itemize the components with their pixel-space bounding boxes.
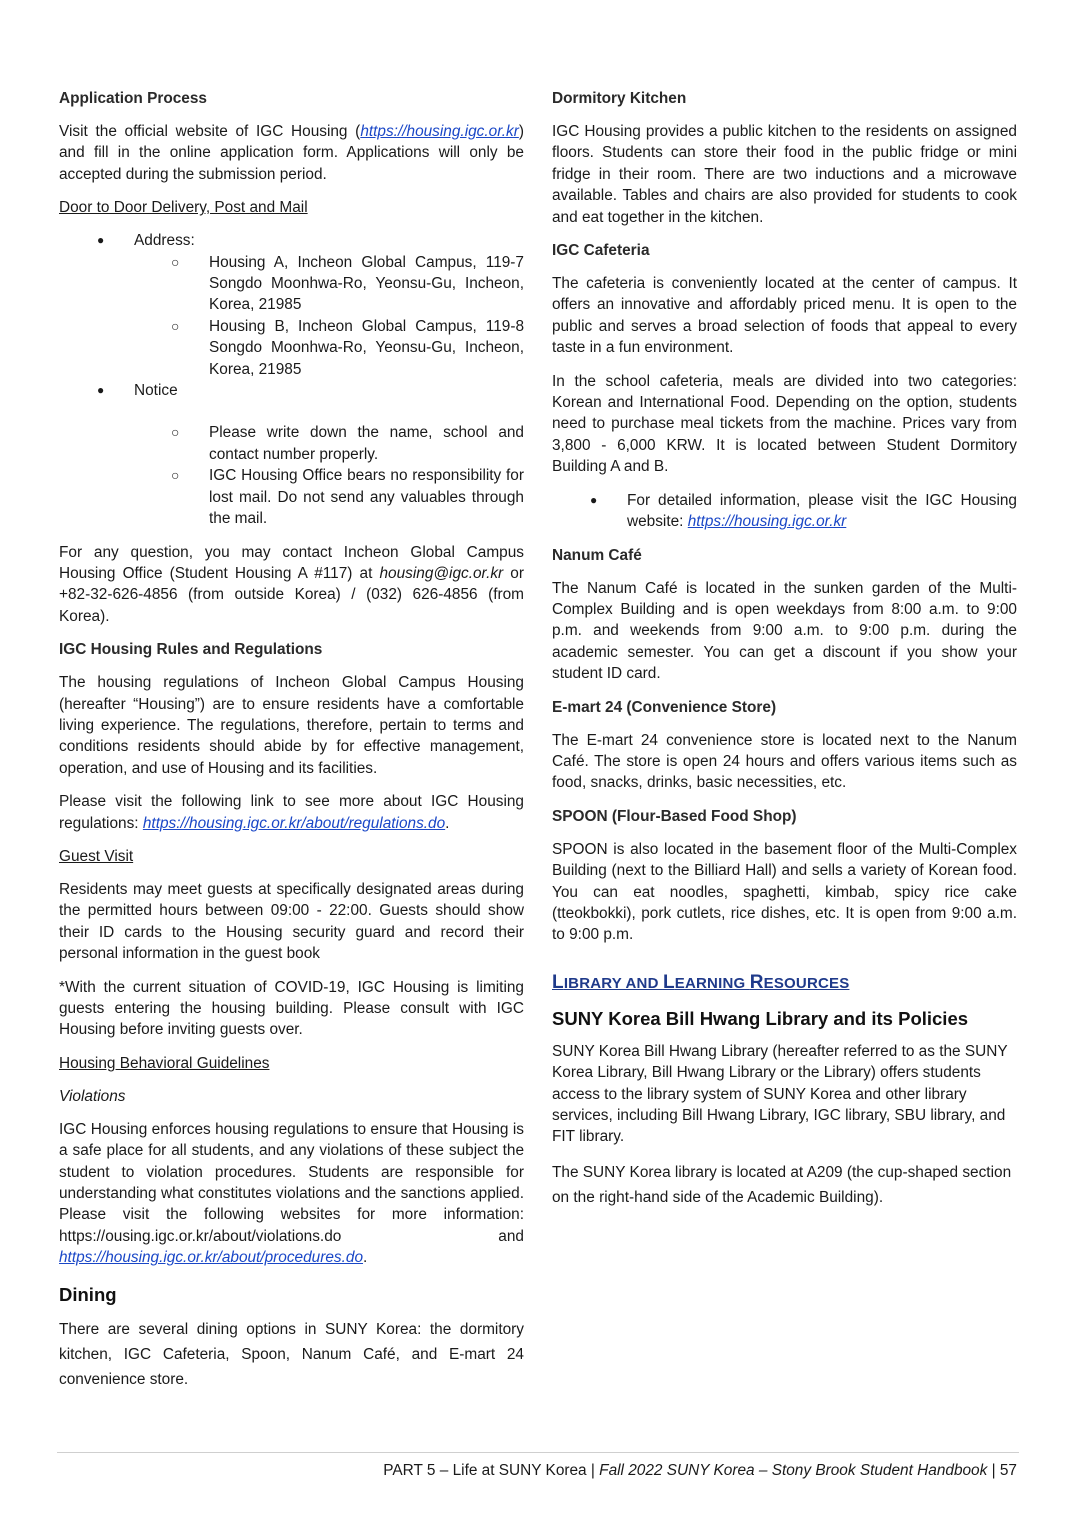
rules-link-paragraph: Please visit the following link to see more about IGC Housing regulations: https://housing.igc.or.kr/about/regulations.do.	[59, 793, 524, 832]
library-paragraph-2: The SUNY Korea library is located at A209 (the cup-shaped section on the right-hand side of the Academic Building).	[552, 1163, 1012, 1206]
procedures-link[interactable]: https://housing.igc.or.kr/about/procedures.do	[59, 1249, 364, 1267]
page-footer: PART 5 – Life at SUNY Korea | Fall 2022 SUNY Korea – Stony Brook Student Handbook | 57	[383, 1462, 1017, 1479]
spoon-paragraph: SPOON is also located in the basement floor of the Multi-Complex Building (next to the Billiard Hall) and sells a variety of Korean food. You can eat noodles, spaghetti, kimbab, spicy rice cake (tteokbokki), pork cutlets, rice dishes, etc. It is open from 9:00 a.m. to 9:00 p.m.	[552, 840, 1017, 944]
handbook-title: Fall 2022 SUNY Korea – Stony Brook Student Handbook	[599, 1462, 988, 1479]
delivery-heading: Door to Door Delivery, Post and Mail	[59, 199, 308, 217]
left-column	[59, 88, 524, 1404]
application-process-heading: Application Process	[59, 90, 207, 107]
library-subheading: SUNY Korea Bill Hwang Library and its Policies	[552, 1007, 969, 1029]
address-item-a: ○ Housing A, Incheon Global Campus, 119-7 Songdo Moonhwa-Ro, Yeonsu-Gu, Incheon, Korea, 21985	[171, 253, 524, 314]
cafeteria-paragraph-1: The cafeteria is conveniently located at the center of campus. It offers an innovative and affordably priced menu. It is open to the public and serves a broad selection of foods that appeal to every taste in a fun environment.	[552, 275, 1017, 357]
right-column	[552, 88, 1017, 1222]
page-number: 57	[999, 1462, 1017, 1479]
violations-paragraph: IGC Housing enforces housing regulations to ensure that Housing is a safe place for all students, and any violations of these subject the student to violation procedures. Students are responsible for understanding what constitutes violations and the sanctions applied. Please visit the following websites for more information: https://ousing.igc.or.kr/about/violations.do and https://housing.igc.or.kr/about/procedures.do.	[59, 1120, 524, 1267]
bullet-circle-icon: ○	[171, 467, 180, 484]
regulations-link[interactable]: https://housing.igc.or.kr/about/regulations.do	[142, 814, 446, 832]
bullet-circle-icon: ○	[171, 424, 180, 441]
rules-heading: IGC Housing Rules and Regulations	[59, 641, 323, 659]
library-section-heading: LIBRARY AND LEARNING RESOURCES	[552, 971, 850, 993]
kitchen-paragraph: IGC Housing provides a public kitchen to the residents on assigned floors. Students can store their food in the public fridge or mini fridge in their room. There are two inductions and a microwave available. Tables and chairs are also provided for students to cook and eat together in the kitchen.	[552, 123, 1017, 226]
behavior-heading: Housing Behavioral Guidelines	[59, 1054, 270, 1072]
kitchen-heading: Dormitory Kitchen	[552, 90, 687, 107]
dining-heading: Dining	[59, 1283, 117, 1305]
nanum-paragraph: The Nanum Café is located in the sunken garden of the Multi-Complex Building and is open weekdays from 8:00 a.m. to 9:00 p.m. and weekends from 9:00 a.m. to 9:00 p.m. during the academic semester. You can get a discount if you show your student ID card.	[552, 579, 1017, 683]
cafeteria-paragraph-2: In the school cafeteria, meals are divided into two categories: Korean and International Food. Depending on the option, students need to purchase meal tickets from the machine. Prices vary from 3,800 - 6,000 KRW. It is located between Student Dormitory Building A and B.	[552, 372, 1017, 476]
bullet-dot-icon: ●	[97, 233, 105, 248]
bullet-dot-icon: ●	[590, 492, 598, 507]
emart-paragraph: The E-mart 24 convenience store is located next to the Nanum Café. The store is open 24 hours and offers various items such as food, snacks, drinks, basic necessities, etc.	[552, 731, 1017, 792]
address-item-b: ○ Housing B, Incheon Global Campus, 119-8 Songdo Moonhwa-Ro, Yeonsu-Gu, Incheon, Korea, 21985	[171, 317, 524, 378]
covid-paragraph: *With the current situation of COVID-19, IGC Housing is limiting guests entering the housing building. Please consult with IGC Housing before inviting guests over.	[59, 978, 524, 1039]
guest-visit-paragraph: Residents may meet guests at specifically designated areas during the permitted hours between 09:00 - 22:00. Guests should show their ID cards to the Housing security guard and record their personal information in the guest book	[59, 880, 524, 963]
notice-item-b: ○ IGC Housing Office bears no responsibility for lost mail. Do not send any valuables through the mail.	[171, 467, 524, 528]
nanum-heading: Nanum Café	[552, 546, 642, 564]
spoon-heading: SPOON (Flour-Based Food Shop)	[552, 807, 797, 825]
bullet-circle-icon: ○	[171, 253, 180, 270]
violations-heading: Violations	[59, 1087, 126, 1105]
library-paragraph-1: SUNY Korea Bill Hwang Library (hereafter referred to as the SUNY Korea Library, Bill Hwang Library or the Library) offers students access to the library system of SUNY Korea and other library services, including Bill Hwang Library, IGC library, SBU library, and FIT library.	[552, 1042, 1008, 1146]
bullet-dot-icon: ●	[97, 383, 105, 398]
housing-website-link[interactable]: https://housing.igc.or.kr	[360, 123, 519, 140]
bullet-circle-icon: ○	[171, 317, 180, 334]
contact-paragraph: For any question, you may contact Incheon Global Campus Housing Office (Student Housing A #117) at housing@igc.or.kr or +82-32-626-4856 (from outside Korea) / (032) 626-4856 (from Korea).	[59, 543, 524, 625]
footer-divider	[57, 1452, 1019, 1453]
cafeteria-heading: IGC Cafeteria	[552, 242, 650, 260]
dining-paragraph: There are several dining options in SUNY Korea: the dormitory kitchen, IGC Cafeteria, Spoon, Nanum Café, and E-mart 24 convenience store.	[59, 1320, 524, 1388]
rules-paragraph: The housing regulations of Incheon Global Campus Housing (hereafter “Housing”) are to ensure residents have a comfortable living experience. The regulations, therefore, pertain to terms and conditions residents should abide by for effective management, operation, and use of Housing and its facilities.	[59, 674, 524, 777]
emart-heading: E-mart 24 (Convenience Store)	[552, 698, 777, 716]
notice-item-a: ○ Please write down the name, school and contact number properly.	[171, 424, 524, 463]
cafeteria-website-link[interactable]: https://housing.igc.or.kr	[687, 513, 847, 531]
guest-visit-heading: Guest Visit	[59, 847, 134, 865]
application-process-paragraph: Visit the official website of IGC Housing (https://housing.igc.or.kr) and fill in the online application form. Applications will only be accepted during the submission period.	[59, 123, 524, 183]
contact-email: housing@igc.or.kr	[379, 564, 504, 582]
address-bullet: ● Address:	[59, 230, 524, 251]
notice-bullet: ● Notice	[59, 380, 524, 401]
cafeteria-bullet: ● For detailed information, please visit the IGC Housing website: https://housing.igc.or.kr	[590, 491, 1017, 531]
